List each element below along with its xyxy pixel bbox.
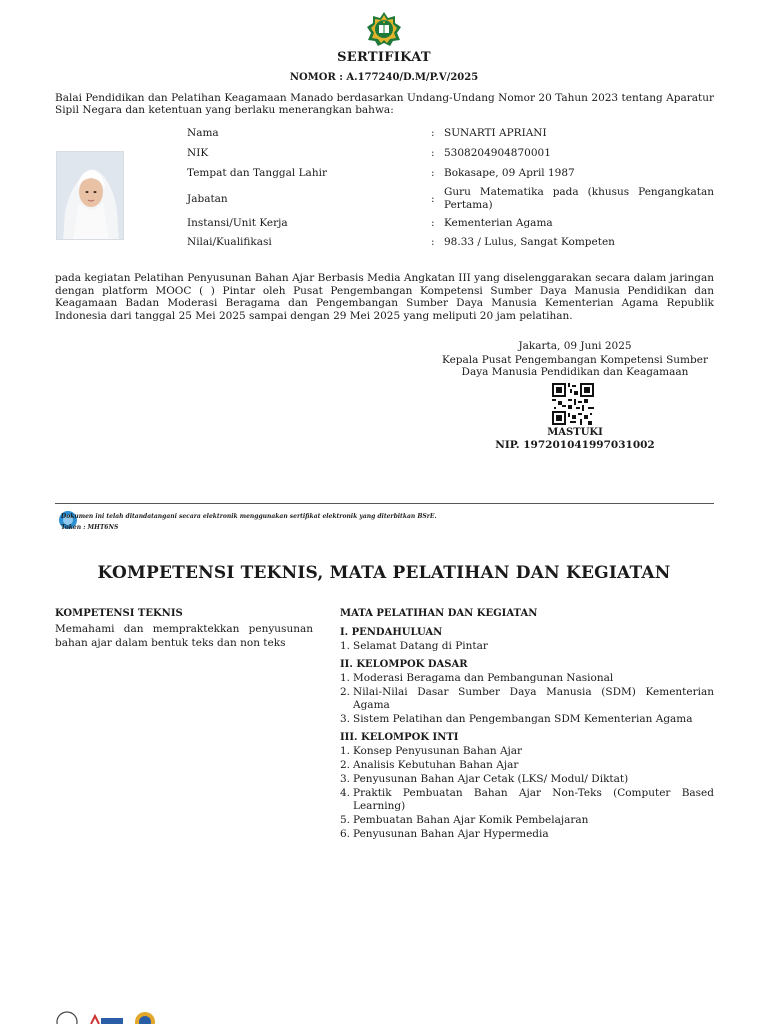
training-subjects-title: MATA PELATIHAN DAN KEGIATAN (340, 608, 538, 619)
field-colon: : (431, 193, 435, 205)
field-value: 5308204904870001 (444, 147, 551, 159)
sign-position-line-1: Kepala Pusat Pengembangan Kompetensi Sumber (442, 353, 708, 366)
section-title: I. PENDAHULUAN (340, 627, 443, 638)
esign-note: Dokumen ini telah ditandatangani secara elektronik menggunakan sertifikat elektronik yang diterbitkan BSrE. (61, 513, 437, 520)
field-colon: : (431, 147, 435, 159)
field-value: SUNARTI APRIANI (444, 127, 547, 139)
list-item: 4. Praktik Pembuatan Bahan Ajar Non-Teks (Computer Based Learning) (340, 787, 714, 812)
technical-competency (55, 608, 313, 650)
field-score (187, 236, 714, 249)
field-label: Nilai/Kualifikasi (187, 236, 272, 248)
kemenag-logo-icon (366, 11, 402, 47)
technical-competency-title: KOMPETENSI TEKNIS (55, 608, 183, 619)
field-value: Bokasape, 09 April 1987 (444, 167, 575, 179)
list-item: 3. Sistem Pelatihan dan Pengembangan SDM Kementerian Agama (340, 713, 693, 725)
field-value: Kementerian Agama (444, 217, 553, 229)
certificate-title: SERTIFIKAT (337, 50, 431, 65)
sign-position-line-2: Daya Manusia Pendidikan dan Keagamaan (461, 366, 689, 378)
section-list (340, 745, 714, 841)
section-list (340, 672, 714, 726)
certificate-body-text: pada kegiatan Pelatihan Penyusunan Bahan Ajar Berbasis Media Angkatan III yang diselenggarakan secara dalam jaringan dengan platform MOOC ( ) Pintar oleh Pusat Pengembangan Kompetensi Sumber Daya Manusia Pendidikan dan Keagamaan Badan Moderasi Beragama dan Pengembangan Sumber Daya Manusia Kementerian Agama Republik Indonesia dari tanggal 25 Mei 2025 sampai dengan 29 Mei 2025 yang meliputi 20 jam pelatihan. (55, 272, 714, 322)
field-value: Guru Matematika pada (khusus Pengangkatan Pertama) (444, 186, 714, 211)
field-colon: : (431, 217, 435, 229)
competency-heading: KOMPETENSI TEKNIS, MATA PELATIHAN DAN KEGIATAN (97, 563, 671, 583)
list-item: 1. Selamat Datang di Pintar (340, 640, 488, 652)
list-item: 1. Moderasi Beragama dan Pembangunan Nasional (340, 672, 614, 684)
footer-logos-icon (55, 1010, 175, 1024)
list-item: 6. Penyusunan Bahan Ajar Hypermedia (340, 828, 549, 840)
field-label: Tempat dan Tanggal Lahir (187, 167, 327, 179)
field-colon: : (431, 236, 435, 248)
signer-nip: NIP. 197201041997031002 (495, 439, 655, 451)
field-position (187, 185, 714, 213)
list-item: 3. Penyusunan Bahan Ajar Cetak (LKS/ Modul/ Diktat) (340, 773, 629, 785)
section-title: II. KELOMPOK DASAR (340, 659, 468, 670)
section-list (340, 640, 714, 653)
list-item: 2. Nilai-Nilai Dasar Sumber Daya Manusia (SDM) Kementerian Agama (340, 686, 714, 711)
participant-photo-image (57, 152, 124, 240)
field-label: Jabatan (187, 193, 228, 205)
field-nik (187, 147, 714, 160)
sign-place-date: Jakarta, 09 Juni 2025 (518, 340, 632, 352)
list-item: 5. Pembuatan Bahan Ajar Komik Pembelajaran (340, 814, 589, 826)
list-item: 1. Konsep Penyusunan Bahan Ajar (340, 745, 523, 757)
field-label: Instansi/Unit Kerja (187, 217, 288, 229)
section-title: III. KELOMPOK INTI (340, 732, 459, 743)
field-value: 98.33 / Lulus, Sangat Kompeten (444, 236, 615, 248)
field-colon: : (431, 127, 435, 139)
technical-competency-text: Memahami dan mempraktekkan penyusunan bahan ajar dalam bentuk teks dan non teks (55, 623, 313, 649)
field-birth (187, 167, 714, 180)
field-label: Nama (187, 127, 219, 139)
signature-block (430, 340, 720, 379)
field-name (187, 127, 714, 140)
signer-name: MASTUKI (547, 427, 603, 438)
field-label: NIK (187, 147, 209, 159)
qr-code-icon (552, 383, 594, 425)
training-subjects (340, 608, 714, 842)
field-institution (187, 217, 714, 230)
token-text: Token : MHT6NS (61, 524, 119, 531)
certificate-number: NOMOR : A.177240/D.M/P.V/2025 (289, 72, 479, 83)
intro-text: Balai Pendidikan dan Pelatihan Keagamaan Manado berdasarkan Undang-Undang Nomor 20 Tahun 2023 tentang Aparatur Sipil Negara dan ketentuan yang berlaku menerangkan bahwa: (55, 92, 714, 116)
list-item: 2. Analisis Kebutuhan Bahan Ajar (340, 759, 519, 771)
field-colon: : (431, 167, 435, 179)
participant-photo (56, 151, 124, 240)
divider (55, 503, 714, 504)
